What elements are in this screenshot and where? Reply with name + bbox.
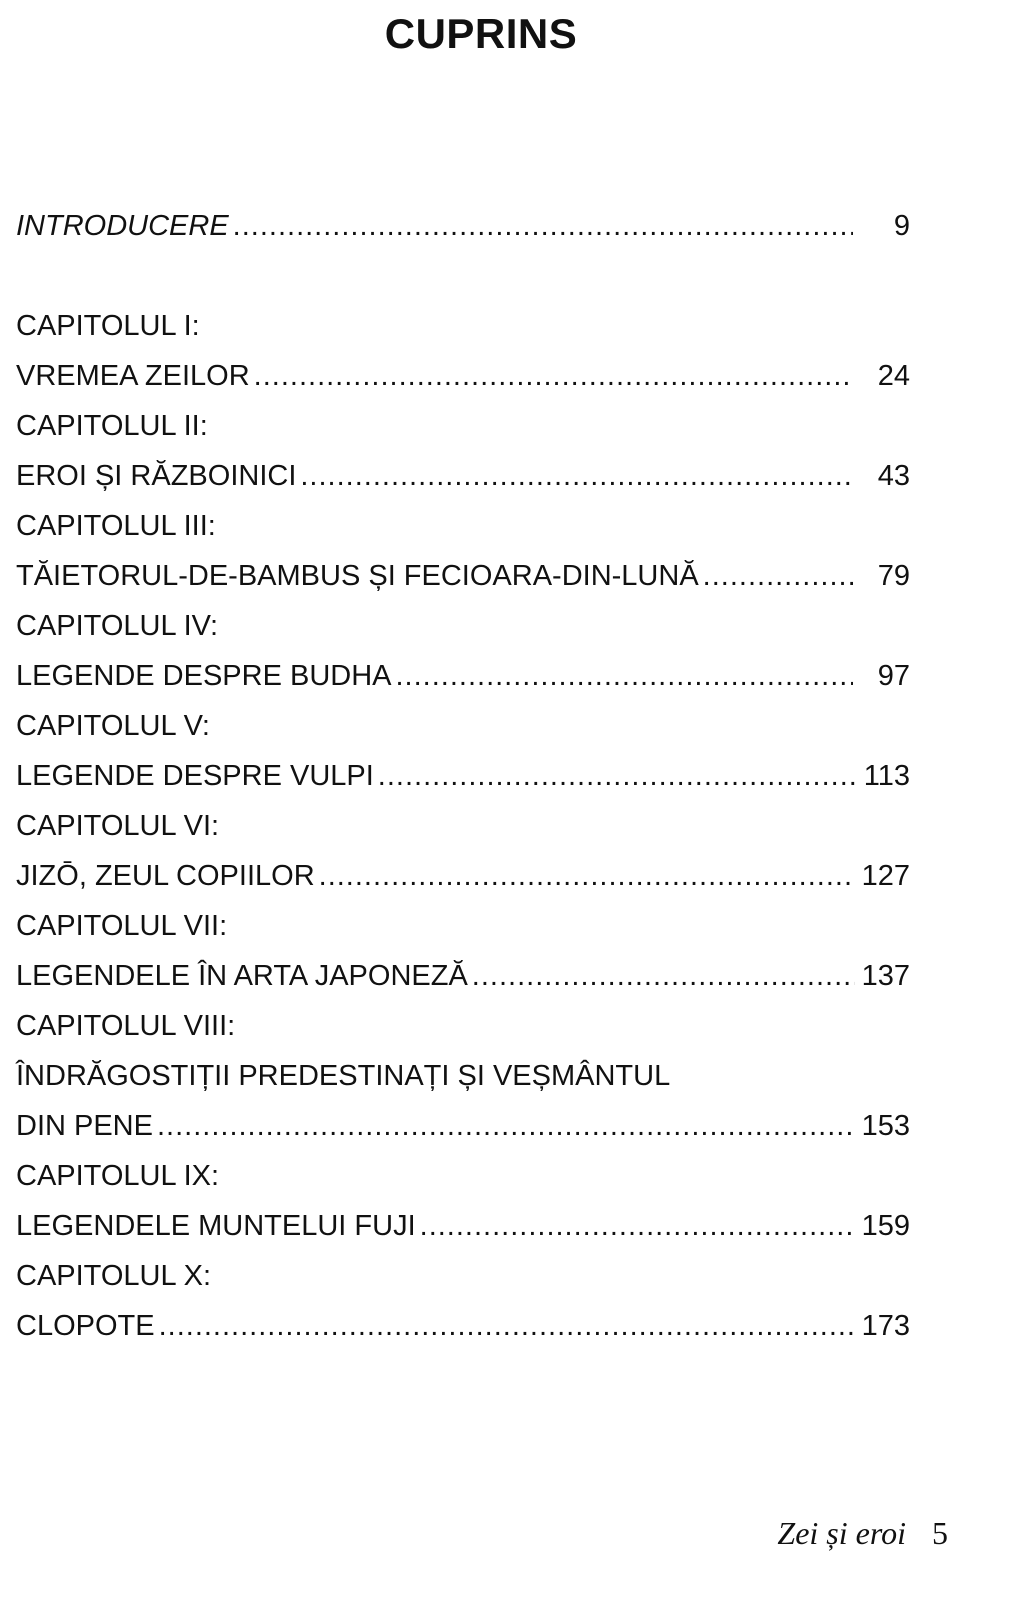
chapter-heading-label: CAPITOLUL IV:: [16, 610, 218, 642]
chapter-heading-label: CAPITOLUL I:: [16, 310, 200, 342]
chapter-heading-label: CAPITOLUL X:: [16, 1260, 212, 1292]
chapter-heading: [16, 1260, 910, 1300]
dot-leader: [378, 760, 855, 793]
dot-leader: [703, 560, 853, 593]
toc-entry-introduction[interactable]: [16, 210, 910, 250]
chapter-heading: [16, 310, 910, 350]
toc-entry[interactable]: [16, 1310, 910, 1350]
footer-page-number: 5: [932, 1515, 948, 1551]
chapter-heading: [16, 610, 910, 650]
dot-leader: [472, 960, 855, 993]
toc-entry[interactable]: [16, 560, 910, 600]
chapter-heading-label: CAPITOLUL II:: [16, 410, 208, 442]
chapter-title-label: CLOPOTE: [16, 1310, 155, 1342]
chapter-heading: [16, 1010, 910, 1050]
dot-leader: [319, 860, 855, 893]
toc-page-number: 137: [861, 960, 910, 992]
chapter-heading: [16, 810, 910, 850]
dot-leader: [254, 360, 853, 393]
chapter-heading-label: CAPITOLUL IX:: [16, 1160, 220, 1192]
toc-entry[interactable]: [16, 1210, 910, 1250]
chapter-heading-label: CAPITOLUL III:: [16, 510, 216, 542]
toc-page-number: 159: [861, 1210, 910, 1242]
chapter-heading: [16, 710, 910, 750]
toc-entry[interactable]: [16, 660, 910, 700]
toc-page-number: 24: [877, 360, 910, 392]
toc-page-number: 113: [863, 760, 910, 792]
dot-leader: [420, 1210, 855, 1243]
toc-entry[interactable]: [16, 760, 910, 800]
running-footer: [777, 1515, 948, 1552]
toc-page-number: 79: [877, 560, 910, 592]
toc-page-number: 9: [893, 210, 910, 242]
toc-entry[interactable]: [16, 1110, 910, 1150]
chapter-title-label: LEGENDELE ÎN ARTA JAPONEZĂ: [16, 960, 468, 992]
chapter-title-label: EROI ȘI RĂZBOINICI: [16, 460, 297, 492]
chapter-title-label: ÎNDRĂGOSTIȚII PREDESTINAȚI ȘI VEȘMÂNTUL: [16, 1060, 671, 1092]
chapter-title-label: LEGENDE DESPRE VULPI: [16, 760, 374, 792]
chapter-heading-label: CAPITOLUL VIII:: [16, 1010, 236, 1042]
dot-leader: [300, 460, 853, 493]
chapter-heading: [16, 1160, 910, 1200]
toc-page-number: 97: [877, 660, 910, 692]
toc-entry[interactable]: [16, 960, 910, 1000]
chapter-heading-label: CAPITOLUL VII:: [16, 910, 228, 942]
dot-leader: [396, 660, 854, 693]
chapter-heading: [16, 510, 910, 550]
toc-page-number: 127: [861, 860, 910, 892]
dot-leader: [157, 1110, 855, 1143]
chapter-heading-label: CAPITOLUL V:: [16, 710, 210, 742]
chapter-title-label: LEGENDELE MUNTELUI FUJI: [16, 1210, 416, 1242]
page-title: CUPRINS: [384, 10, 578, 57]
dot-leader: [233, 210, 853, 243]
toc-entry[interactable]: [16, 360, 910, 400]
chapter-title-label: VREMEA ZEILOR: [16, 360, 250, 392]
toc-page-number: 173: [861, 1310, 910, 1342]
chapter-title-label: DIN PENE: [16, 1110, 153, 1142]
toc-page-number: 153: [861, 1110, 910, 1142]
chapter-heading: [16, 410, 910, 450]
chapter-title-label: TĂIETORUL-DE-BAMBUS ȘI FECIOARA-DIN-LUNĂ: [16, 560, 699, 592]
toc-entry-label: INTRODUCERE: [16, 210, 229, 242]
footer-book-title: Zei și eroi: [777, 1515, 906, 1551]
toc-entry[interactable]: [16, 460, 910, 500]
chapter-heading: [16, 910, 910, 950]
chapter-heading-label: CAPITOLUL VI:: [16, 810, 220, 842]
chapter-title-label: JIZŌ, ZEUL COPIILOR: [16, 860, 315, 892]
toc-page-number: 43: [877, 460, 910, 492]
chapter-title-line: [16, 1060, 910, 1100]
dot-leader: [159, 1310, 855, 1343]
chapter-title-label: LEGENDE DESPRE BUDHA: [16, 660, 392, 692]
toc-entry[interactable]: [16, 860, 910, 900]
